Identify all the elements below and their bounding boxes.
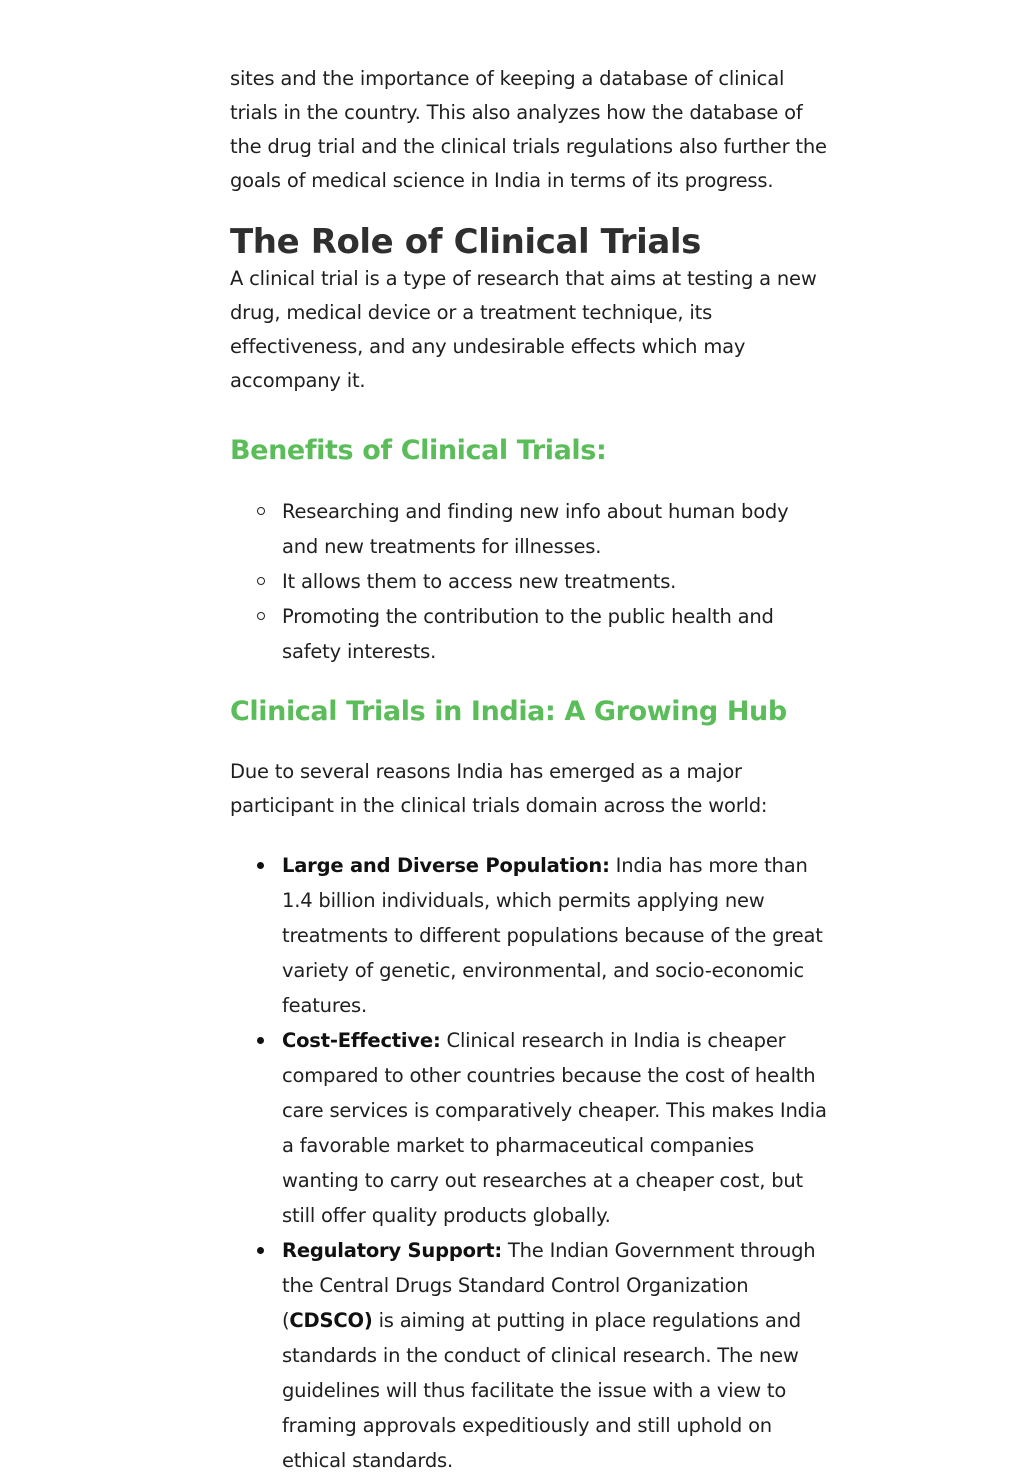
benefits-list — [230, 494, 830, 669]
benefits-heading-colon: : — [595, 435, 607, 466]
reason-text: The Indian Government through the Central Drugs Standard Control Organization ( — [282, 1239, 816, 1332]
article-body — [230, 62, 830, 1478]
benefits-heading — [230, 434, 830, 468]
reason-label: Large and Diverse Population: — [282, 854, 610, 877]
india-paragraph: Due to several reasons India has emerged as a major participant in the clinical trials domain across the world: — [230, 760, 768, 817]
list-item: Researching and finding new info about human body and new treatments for illnesses. — [230, 494, 830, 564]
list-item — [230, 1023, 830, 1233]
reason-text: India has more than 1.4 billion individuals, which permits applying new treatments to different populations because of the great variety of genetic, environmental, and socio-economic features. — [282, 854, 823, 1017]
india-reasons-list — [230, 848, 830, 1478]
reason-label: Regulatory Support: — [282, 1239, 502, 1262]
list-item — [230, 1233, 830, 1478]
reason-text-continued: is aiming at putting in place regulations and standards in the conduct of clinical research. The new guidelines will thus facilitate the issue with a view to framing approvals expeditiously and still uphold on ethical standards. — [282, 1309, 801, 1472]
list-item: Promoting the contribution to the public health and safety interests. — [230, 599, 830, 669]
role-paragraph: A clinical trial is a type of research that aims at testing a new drug, medical device or a treatment technique, its effectiveness, and any undesirable effects which may accompany it. — [230, 267, 817, 392]
list-item — [230, 848, 830, 1023]
cdsco-term: CDSCO) — [289, 1309, 373, 1332]
reason-label: Cost-Effective: — [282, 1029, 441, 1052]
india-heading: Clinical Trials in India: A Growing Hub — [230, 696, 787, 727]
role-heading: The Role of Clinical Trials — [230, 222, 701, 262]
intro-paragraph: sites and the importance of keeping a database of clinical trials in the country. This also analyzes how the database of the drug trial and the clinical trials regulations also further the goals of medical science in India in terms of its progress. — [230, 67, 827, 192]
reason-text: Clinical research in India is cheaper compared to other countries because the cost of health care services is comparatively cheaper. This makes India a favorable market to pharmaceutical companies wanting to carry out researches at a cheaper cost, but still offer quality products globally. — [282, 1029, 827, 1227]
list-item: It allows them to access new treatments. — [230, 564, 830, 599]
benefits-heading-text: Benefits of Clinical Trials — [230, 435, 596, 466]
